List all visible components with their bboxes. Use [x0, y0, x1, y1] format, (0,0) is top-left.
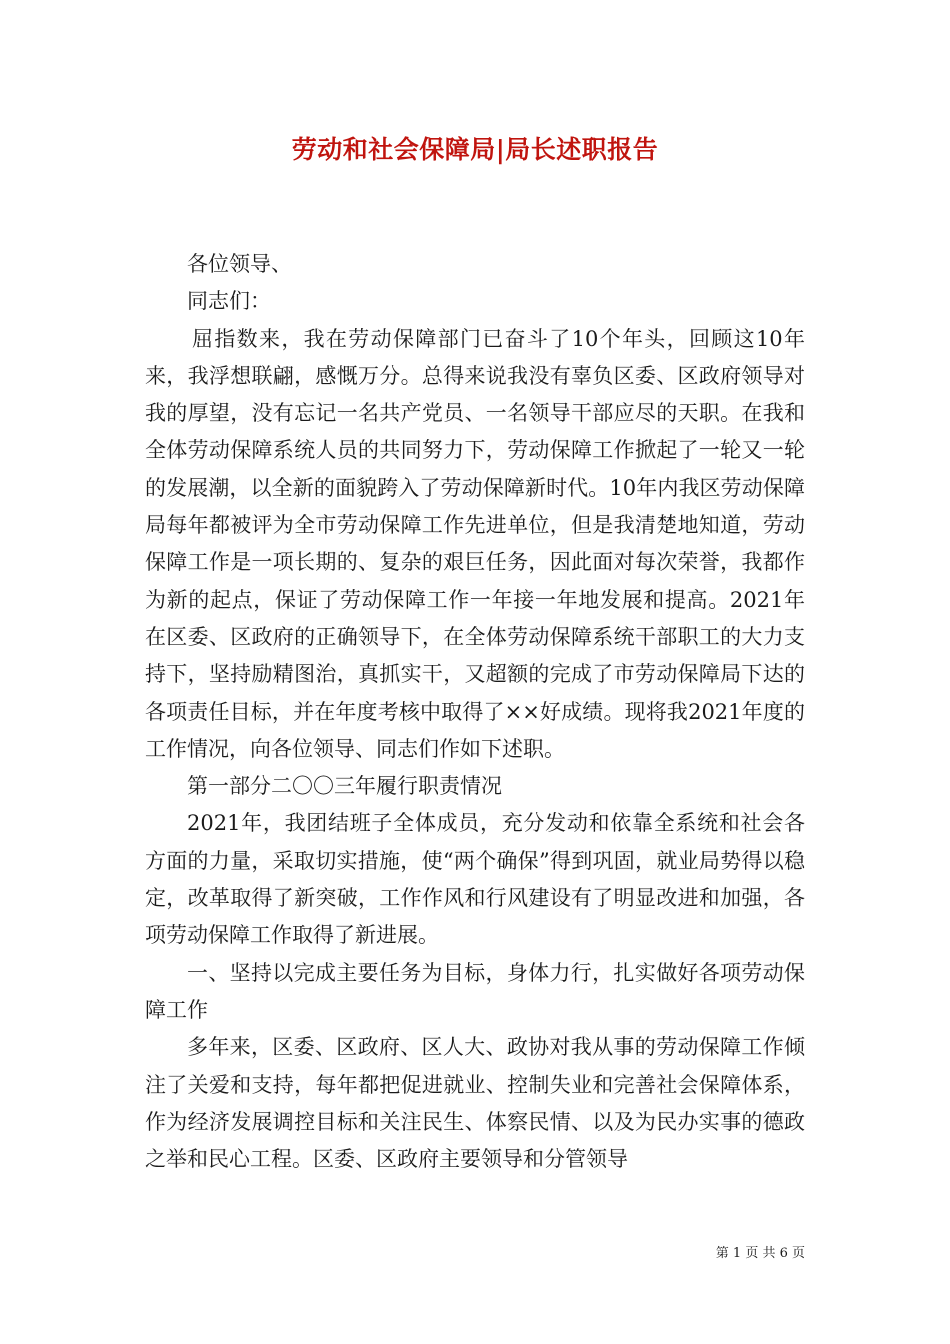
page-title: 劳动和社会保障局|局长述职报告 [291, 135, 659, 164]
salutation-line: 同志们： [187, 289, 271, 314]
section-heading: 第一部分二〇〇三年履行职责情况 [187, 774, 502, 799]
document-body [145, 246, 805, 1178]
subsection-heading: 一、坚持以完成主要任务为目标，身体力行，扎实做好各项劳动保障工作 [145, 960, 805, 1022]
page-indicator: 第 1 页 共 6 页 [715, 1246, 805, 1261]
body-paragraph: 2021年，我团结班子全体成员，充分发动和依靠全系统和社会各方面的力量，采取切实措施，使“两个确保”得到巩固，就业局势得以稳定，改革取得了新突破，工作作风和行风建设有了明显改进和加强，各项劳动保障工作取得了新进展。 [145, 811, 805, 948]
body-paragraph: 屈指数来，我在劳动保障部门已奋斗了10个年头，回顾这10年来，我浮想联翩，感慨万分。总得来说我没有辜负区委、区政府领导对我的厚望，没有忘记一名共产党员、一名领导干部应尽的天职。在我和全体劳动保障系统人员的共同努力下，劳动保障工作掀起了一轮又一轮的发展潮，以全新的面貌跨入了劳动保障新时代。10年内我区劳动保障局每年都被评为全市劳动保障工作先进单位，但是我清楚地知道，劳动保障工作是一项长期的、复杂的艰巨任务，因此面对每次荣誉，我都作为新的起点，保证了劳动保障工作一年接一年地发展和提高。2021年在区委、区政府的正确领导下，在全体劳动保障系统干部职工的大力支持下，坚持励精图治，真抓实干，又超额的完成了市劳动保障局下达的各项责任目标，并在年度考核中取得了××好成绩。现将我2021年度的工作情况，向各位领导、同志们作如下述职。 [145, 326, 805, 761]
body-paragraph: 多年来，区委、区政府、区人大、政协对我从事的劳动保障工作倾注了关爱和支持，每年都把促进就业、控制失业和完善社会保障体系，作为经济发展调控目标和关注民生、体察民情、以及为民办实事的德政之举和民心工程。区委、区政府主要领导和分管领导 [145, 1035, 805, 1172]
salutation-line: 各位领导、 [187, 252, 292, 276]
